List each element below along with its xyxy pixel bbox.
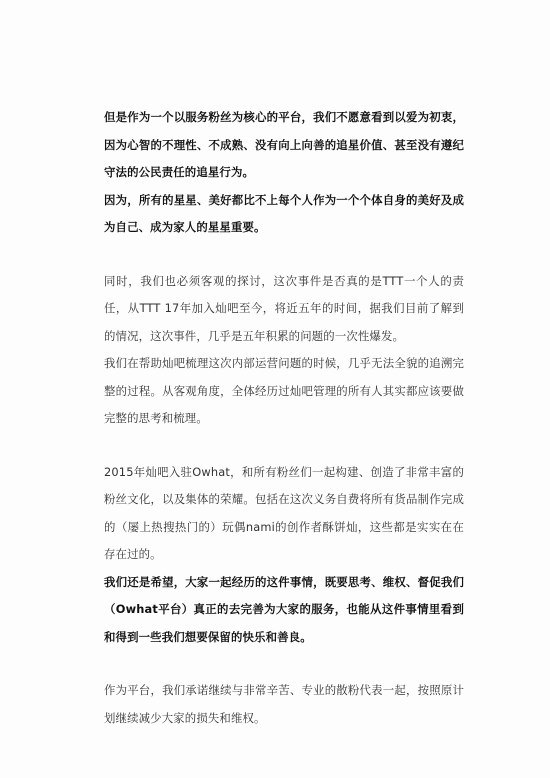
paragraph-self-worth: 因为，所有的星星、美好都比不上每个人作为一个个体自身的美好及成为自己、成为家人的星星重要。 bbox=[104, 192, 464, 234]
paragraph-review: 我们在帮助灿吧梳理这次内部运营问题的时候，几乎无法全貌的追溯完整的过程。从客观角度，全体经历过灿吧管理的所有人其实都应该要做完整的思考和梳理。 bbox=[104, 356, 464, 425]
section-spacer bbox=[104, 433, 464, 459]
document-body bbox=[104, 104, 464, 732]
paragraph-hope: 我们还是希望，大家一起经历的这件事情，既要思考、维权、督促我们（Owhat平台）真正的去完善为大家的服务，也能从这件事情里看到和得到一些我们想要保留的快乐和善良。 bbox=[104, 574, 464, 644]
paragraph-history: 2015年灿吧入驻Owhat，和所有粉丝们一起构建、创造了非常丰富的粉丝文化，以及集体的荣耀。包括在这次义务自费将所有货品制作完成的（屡上热搜热门的）玩偶nami的创作者酥饼灿，这些都是实实在在存在过的。 bbox=[104, 464, 464, 561]
paragraph-commitment: 作为平台，我们承诺继续与非常辛苦、专业的散粉代表一起，按照原计划继续减少大家的损失和维权。 bbox=[104, 683, 464, 725]
section-spacer bbox=[104, 651, 464, 677]
section-spacer bbox=[104, 242, 464, 268]
paragraph-responsibility: 同时，我们也必须客观的探讨，这次事件是否真的是TTT一个人的责任，从TTT 17年加入灿吧至今，将近五年的时间，据我们目前了解到的情况，这次事件，几乎是五年积累的问题的一次性爆发。 bbox=[104, 273, 464, 343]
paragraph-platform-stance: 但是作为一个以服务粉丝为核心的平台，我们不愿意看到以爱为初衷，因为心智的不理性、不成熟、没有向上向善的追星价值、甚至没有遵纪守法的公民责任的追星行为。 bbox=[104, 110, 464, 179]
